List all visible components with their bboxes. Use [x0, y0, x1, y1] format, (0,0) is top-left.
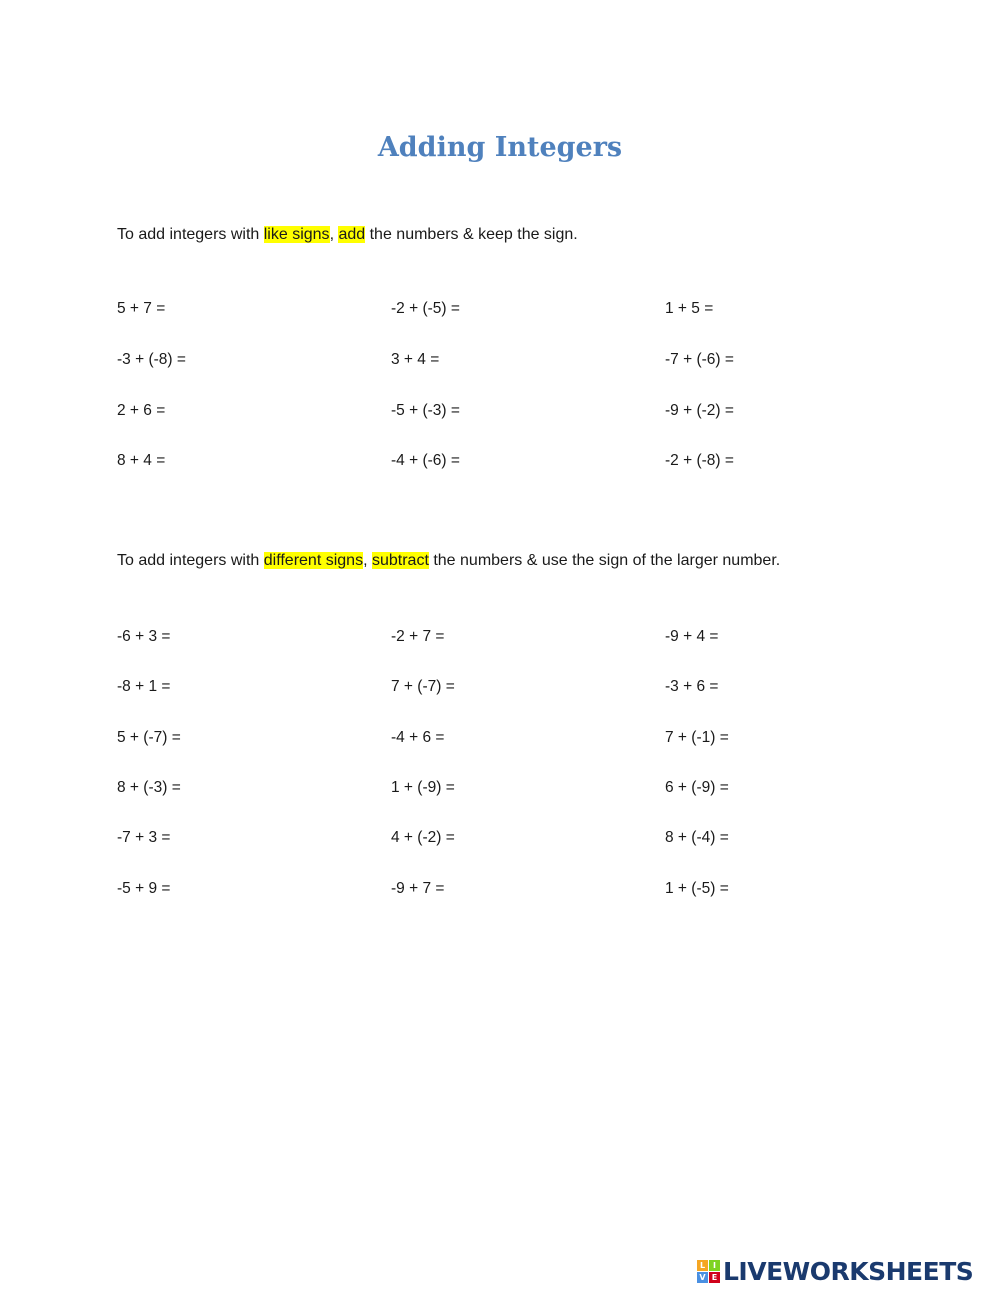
highlight-subtract: subtract — [371, 552, 429, 569]
instruction-text: , — [363, 552, 372, 569]
logo-mark-letter: L — [697, 1260, 708, 1271]
problem: -9 + (-2) = — [665, 402, 734, 419]
logo-mark-letter: V — [697, 1272, 708, 1283]
problem: 8 + 4 = — [117, 452, 166, 469]
liveworksheets-logo — [697, 1256, 973, 1286]
problem: 4 + (-2) = — [391, 829, 455, 846]
problem: 7 + (-1) = — [665, 729, 729, 746]
problem: -5 + (-3) = — [391, 402, 460, 419]
problem: 1 + (-9) = — [391, 779, 455, 796]
logo-mark-letter: E — [709, 1272, 720, 1283]
problem: -9 + 7 = — [391, 880, 445, 897]
logo-text: LIVEWORKSHEETS — [723, 1256, 974, 1286]
problem: 5 + (-7) = — [117, 729, 181, 746]
problem: 6 + (-9) = — [665, 779, 729, 796]
page-title: Adding Integers — [377, 132, 623, 163]
problem: 7 + (-7) = — [391, 678, 455, 695]
instruction-text: , — [329, 226, 339, 243]
problem: -8 + 1 = — [117, 678, 171, 695]
problem: -2 + (-8) = — [665, 452, 734, 469]
problem: -3 + 6 = — [665, 678, 719, 695]
instruction-text: To add integers with — [117, 552, 264, 569]
problem: 2 + 6 = — [117, 402, 166, 419]
problem: -3 + (-8) = — [117, 351, 186, 368]
instruction-different-signs — [117, 550, 780, 572]
problem: -9 + 4 = — [665, 628, 719, 645]
highlight-different-signs: different signs — [263, 552, 364, 569]
logo-mark-letter: I — [709, 1260, 720, 1271]
problem: -7 + 3 = — [117, 829, 171, 846]
problem: -2 + 7 = — [391, 628, 445, 645]
problem: 5 + 7 = — [117, 300, 166, 317]
problem: 8 + (-4) = — [665, 829, 729, 846]
highlight-like-signs: like signs — [263, 226, 330, 243]
instruction-text: To add integers with — [117, 226, 264, 243]
problem: -7 + (-6) = — [665, 351, 734, 368]
problem: -4 + 6 = — [391, 729, 445, 746]
problem: 8 + (-3) = — [117, 779, 181, 796]
instruction-text: the numbers & keep the sign. — [365, 226, 578, 243]
problem: 1 + (-5) = — [665, 880, 729, 897]
problem: 3 + 4 = — [391, 351, 440, 368]
problem: -2 + (-5) = — [391, 300, 460, 317]
instruction-text: the numbers & use the sign of the larger number. — [428, 552, 781, 569]
problem: -5 + 9 = — [117, 880, 171, 897]
instruction-like-signs — [117, 224, 578, 246]
problem: -4 + (-6) = — [391, 452, 460, 469]
highlight-add: add — [338, 226, 366, 243]
logo-mark-icon — [697, 1260, 720, 1283]
problem: -6 + 3 = — [117, 628, 171, 645]
problem: 1 + 5 = — [665, 300, 714, 317]
